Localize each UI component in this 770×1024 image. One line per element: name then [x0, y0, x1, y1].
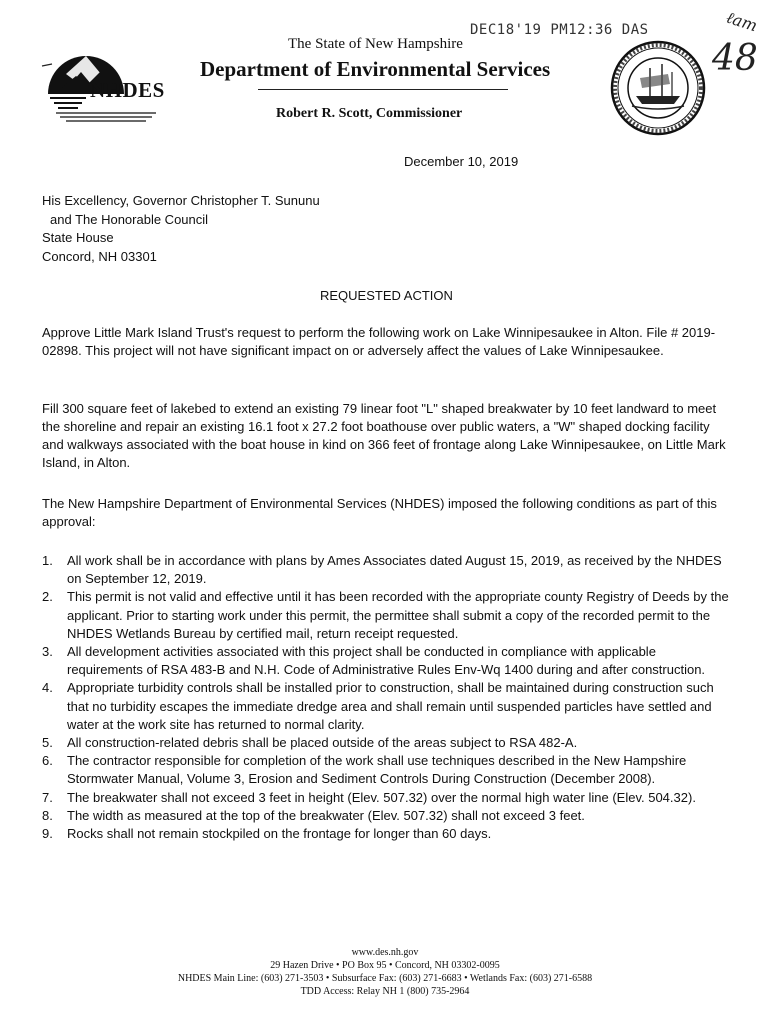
address-line: Concord, NH 03301 [42, 248, 157, 264]
letter-date: December 10, 2019 [404, 154, 519, 169]
condition-item [42, 825, 734, 843]
work-description-paragraph: Fill 300 square feet of lakebed to extend an existing 79 linear foot "L" shaped breakwater by 10 feet landward to meet the shoreline and repair an existing 16.1 foot x 27.2 foot boathouse over public waters, a "W" shaped docking facility and walkways associated with the boat house in kind on 366 feet of frontage along Lake Winnipesaukee, on Little Mark Island, in Alton. [42, 401, 726, 470]
handwritten-page-number: 48 [712, 38, 758, 79]
conditions-list [42, 552, 734, 843]
condition-item [42, 807, 734, 825]
condition-number: 6. [42, 753, 53, 769]
received-stamp: DEC18'19 PM12:36 DAS [470, 22, 649, 38]
approval-paragraph: Approve Little Mark Island Trust's request to perform the following work on Lake Winnipesaukee in Alton. File # 2019-02898. This project will not have significant impact on or adversely affect the values of Lake Winnipesaukee. [42, 325, 716, 358]
condition-number: 5. [42, 735, 53, 751]
recipient-address [42, 192, 320, 266]
handwritten-initials: ℓam [723, 7, 760, 36]
condition-text: Rocks shall not remain stockpiled on the frontage for longer than 60 days. [67, 826, 492, 842]
state-name: The State of New Hampshire [288, 36, 463, 52]
footer-address: 29 Hazen Drive • PO Box 95 • Concord, NH 03302-0095 [270, 960, 500, 971]
condition-item [42, 552, 734, 588]
condition-text: The contractor responsible for completion of the work shall use techniques described in the New Hampshire Stormwater Manual, Volume 3, Erosion and Sediment Controls During Construction (December 2008). [67, 753, 687, 787]
state-seal-icon [610, 40, 706, 136]
condition-number: 2. [42, 589, 53, 605]
requested-action-heading: REQUESTED ACTION [320, 288, 453, 303]
footer-website: www.des.nh.gov [351, 947, 419, 958]
condition-item [42, 588, 734, 643]
department-title: Department of Environmental Services [200, 57, 551, 81]
condition-item [42, 752, 734, 788]
condition-text: This permit is not valid and effective until it has been recorded with the appropriate county Registry of Deeds by the applicant. Prior to starting work under this permit, the permittee shall submit a copy of the recorded permit to the NHDES Wetlands Bureau by certified mail, return receipt requested. [67, 589, 729, 641]
conditions-intro-paragraph: The New Hampshire Department of Environmental Services (NHDES) imposed the following conditions as part of this approval: [42, 496, 717, 529]
address-line: His Excellency, Governor Christopher T. Sununu [42, 193, 320, 208]
address-line: State House [42, 230, 114, 245]
condition-item [42, 679, 734, 734]
logo-text: NHDES [90, 78, 165, 102]
footer-tdd: TDD Access: Relay NH 1 (800) 735-2964 [300, 986, 470, 997]
condition-text: The width as measured at the top of the breakwater (Elev. 507.32) shall not exceed 3 feet. [67, 807, 585, 823]
condition-text: Appropriate turbidity controls shall be installed prior to construction, shall be maintained during construction such that no turbidity escapes the immediate dredge area and shall remain until suspended particles have settled and water at the work site has returned to normal clarity. [67, 680, 714, 732]
condition-text: All development activities associated with this project shall be conducted in compliance with applicable requirements of RSA 483-B and N.H. Code of Administrative Rules Env-Wq 1400 during and after construction. [67, 644, 706, 678]
footer-phone-fax: NHDES Main Line: (603) 271-3503 • Subsurface Fax: (603) 271-6683 • Wetlands Fax: (603) 271-6588 [177, 973, 593, 984]
condition-item [42, 789, 734, 807]
header-divider [258, 89, 508, 90]
condition-item [42, 643, 734, 679]
condition-item [42, 734, 734, 752]
commissioner-name: Robert R. Scott, Commissioner [276, 106, 463, 121]
condition-number: 4. [42, 680, 53, 696]
condition-number: 9. [42, 826, 53, 842]
condition-number: 8. [42, 807, 53, 823]
condition-text: All construction-related debris shall be placed outside of the areas subject to RSA 482-A. [67, 735, 578, 751]
condition-number: 1. [42, 553, 53, 568]
condition-text: All work shall be in accordance with plans by Ames Associates dated August 15, 2019, as received by the NHDES on September 12, 2019. [67, 553, 722, 587]
condition-number: 7. [42, 789, 53, 805]
letterhead-footer [0, 946, 770, 998]
condition-number: 3. [42, 644, 53, 660]
address-line: and The Honorable Council [50, 211, 209, 227]
condition-text: The breakwater shall not exceed 3 feet in height (Elev. 507.32) over the normal high water line (Elev. 504.32). [67, 789, 696, 805]
